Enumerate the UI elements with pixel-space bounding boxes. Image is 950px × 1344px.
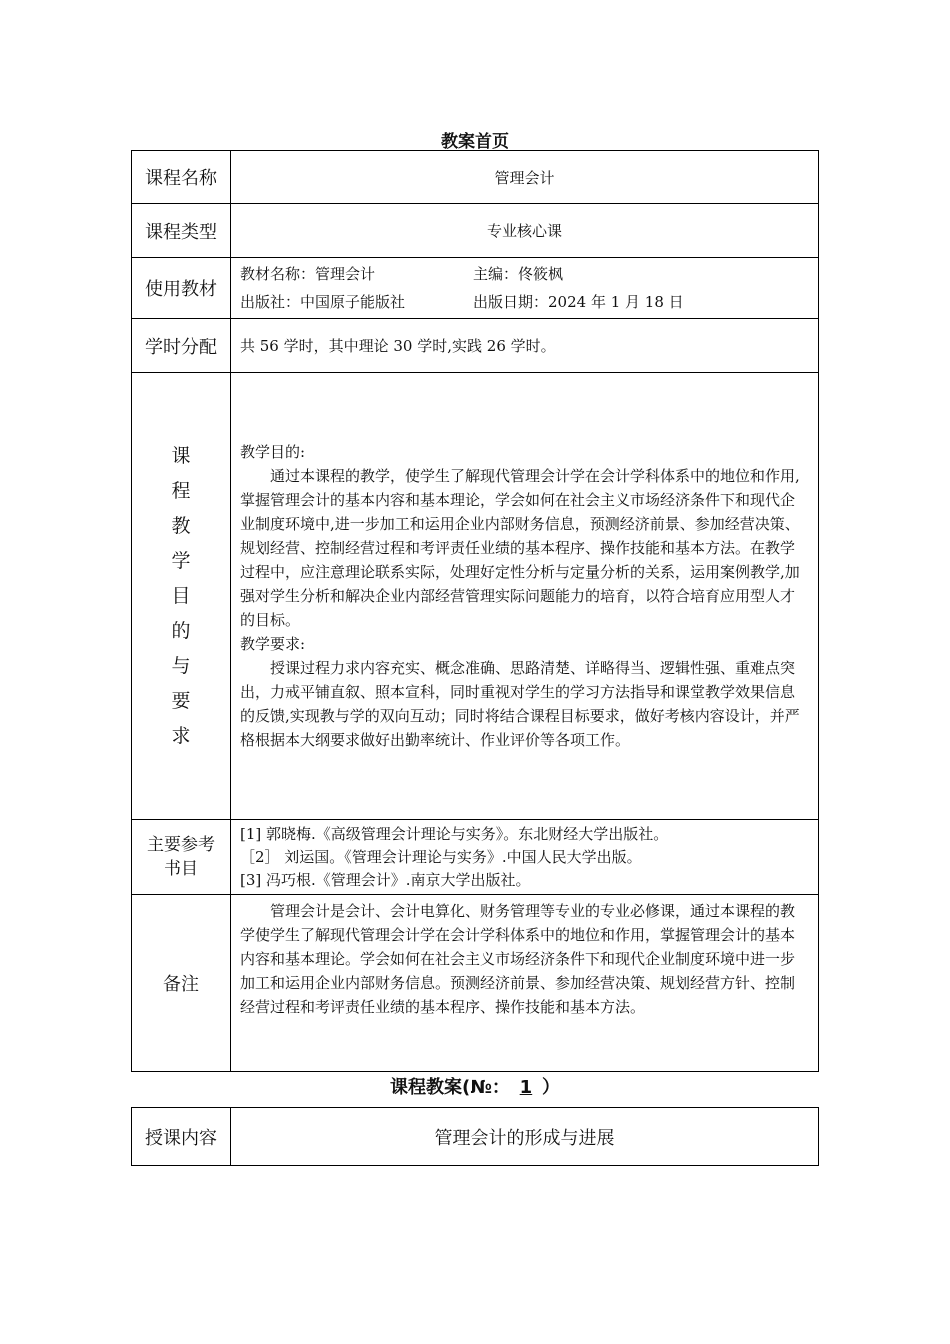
course-name-value: 管理会计 — [231, 151, 819, 204]
remarks-row — [132, 895, 819, 1072]
course-name-label: 课程名称 — [132, 151, 231, 204]
course-type-row — [132, 204, 819, 258]
objectives-label-char: 学 — [171, 549, 191, 572]
lesson-content-label: 授课内容 — [132, 1108, 231, 1166]
objectives-row — [132, 373, 819, 820]
textbook-editor: 主编：佟筱枫 — [473, 265, 564, 283]
references-label: 主要参考书目 — [132, 820, 231, 895]
lesson-title-prefix: 课程教案(№： — [390, 1077, 510, 1098]
hours-label: 学时分配 — [132, 319, 231, 373]
textbook-publisher: 出版社：中国原子能版社 — [240, 293, 406, 311]
lesson-table — [131, 1107, 819, 1166]
reference-item: [1] 郭晓梅.《高级管理会计理论与实务》。东北财经大学出版社。 — [240, 824, 669, 843]
objectives-label-char: 教 — [171, 514, 191, 537]
objectives-label-char: 目 — [171, 584, 191, 607]
objectives-label-char: 与 — [171, 654, 191, 677]
goal-heading: 教学目的: — [240, 443, 306, 461]
reference-item: [3] 冯巧根.《管理会计》.南京大学出版社。 — [240, 870, 531, 889]
course-info-table — [131, 150, 819, 1072]
textbook-info — [231, 258, 819, 319]
lesson-content-row — [132, 1108, 819, 1166]
objectives-label-char: 要 — [171, 689, 191, 712]
hours-value: 共 56 学时，其中理论 30 学时,实践 26 学时。 — [231, 319, 819, 373]
objectives-label-char: 求 — [171, 724, 191, 747]
objectives-label-char: 课 — [171, 444, 191, 467]
page-title: 教案首页 — [441, 132, 509, 152]
course-type-value: 专业核心课 — [231, 204, 819, 258]
textbook-date: 出版日期：2024 年 1 月 18 日 — [473, 293, 684, 311]
textbook-label: 使用教材 — [132, 258, 231, 319]
remarks-label: 备注 — [132, 895, 231, 1072]
lesson-title — [0, 1073, 950, 1099]
remarks-text: 管理会计是会计、会计电算化、财务管理等专业的专业必修课，通过本课程的教学使学生了解现代管理会计学在会计学科体系中的地位和作用，掌握管理会计的基本内容和基本理论。学会如何在社会主义市场经济条件下和现代企业制度环境中进一步加工和运用企业内部财务信息。预测经济前景、参加经营决策、规划经营方针、控制经营过程和考评责任业绩的基本程序、操作技能和基本方法。 — [240, 902, 796, 1016]
remarks-content — [231, 895, 819, 1072]
objectives-label-char: 的 — [171, 619, 191, 642]
references-list — [231, 820, 819, 895]
requirement-heading: 教学要求: — [240, 635, 306, 653]
objectives-content — [231, 373, 819, 820]
course-type-label: 课程类型 — [132, 204, 231, 258]
course-name-row — [132, 151, 819, 204]
references-row — [132, 820, 819, 895]
objectives-label-char: 程 — [171, 479, 191, 502]
hours-row — [132, 319, 819, 373]
reference-item: ［2］ 刘运国。《管理会计理论与实务》.中国人民大学出版。 — [240, 847, 642, 866]
textbook-name: 教材名称：管理会计 — [240, 265, 376, 283]
objectives-label — [132, 373, 231, 820]
requirement-text: 授课过程力求内容充实、概念准确、思路清楚、详略得当、逻辑性强、重难点突出，力戒平铺直叙、照本宣科，同时重视对学生的学习方法指导和课堂教学效果信息的反馈,实现教与学的双向互动；同时将结合课程目标要求，做好考核内容设计，并严格根据本大纲要求做好出勤率统计、作业评价等各项工作。 — [240, 659, 800, 749]
lesson-content-value: 管理会计的形成与进展 — [231, 1108, 819, 1166]
lesson-number: 1 — [519, 1077, 533, 1098]
textbook-row — [132, 258, 819, 319]
lesson-title-suffix: ） — [541, 1077, 560, 1098]
goal-text: 通过本课程的教学，使学生了解现代管理会计学在会计学科体系中的地位和作用,掌握管理会计的基本内容和基本理论，学会如何在社会主义市场经济条件下和现代企业制度环境中,进一步加工和运用企业内部财务信息，预测经济前景、参加经营决策、规划经营、控制经营过程和考评责任业绩的基本程序、操作技能和基本方法。在教学过程中，应注意理论联系实际，处理好定性分析与定量分析的关系，运用案例教学,加强对学生分析和解决企业内部经营管理实际问题能力的培育，以符合培育应用型人才的目标。 — [240, 467, 800, 629]
